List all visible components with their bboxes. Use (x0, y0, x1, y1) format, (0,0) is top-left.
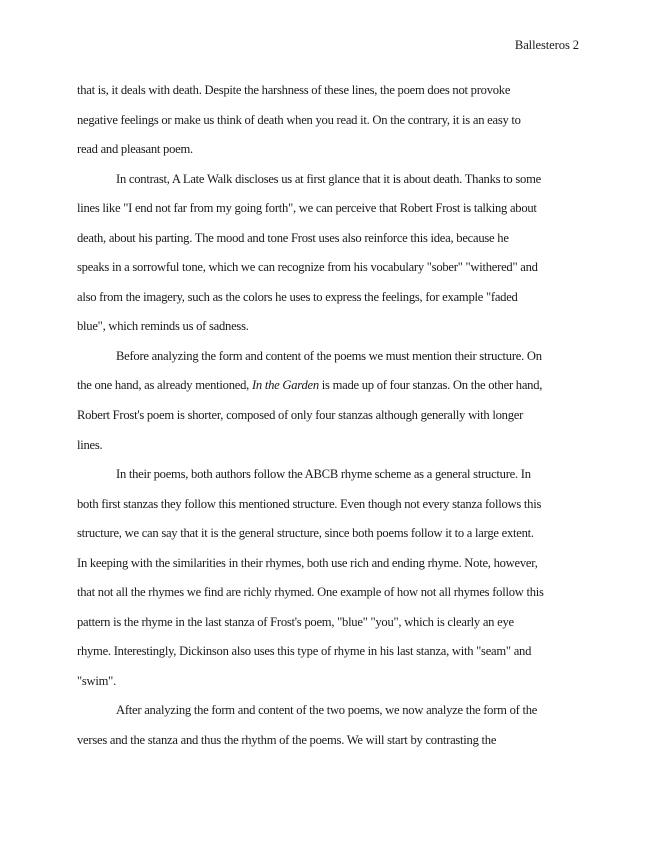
text-run: the one hand, as already mentioned, (77, 378, 252, 393)
paragraph (77, 76, 579, 165)
paragraph (77, 165, 579, 342)
paragraph (77, 696, 579, 755)
text-line: structure, we can say that it is the general structure, since both poems follow it to a large extent. (77, 526, 534, 541)
text-line: blue", which reminds us of sadness. (77, 319, 249, 334)
text-run: is made up of four stanzas. On the other hand, (318, 378, 543, 393)
text-line: In their poems, both authors follow the ABCB rhyme scheme as a general structure. In (116, 467, 531, 482)
paragraph (77, 342, 579, 460)
text-line: pattern is the rhyme in the last stanza of Frost's poem, "blue" "you", which is clearly an eye (77, 614, 514, 629)
text-line: negative feelings or make us think of death when you read it. On the contrary, it is an easy to (77, 112, 521, 127)
text-line: rhyme. Interestingly, Dickinson also uses this type of rhyme in his last stanza, with "seam" and (77, 644, 532, 659)
text-line (77, 371, 579, 401)
text-line: also from the imagery, such as the colors he uses to express the feelings, for example "faded (77, 289, 518, 304)
text-line: Robert Frost's poem is shorter, composed of only four stanzas although generally with longer (77, 408, 524, 423)
text-line: In contrast, A Late Walk discloses us at first glance that it is about death. Thanks to some (116, 171, 541, 186)
text-line: Before analyzing the form and content of the poems we must mention their structure. On (116, 348, 542, 363)
text-line: that not all the rhymes we find are richly rhymed. One example of how not all rhymes follow this (77, 585, 544, 600)
text-line: both first stanzas they follow this mentioned structure. Even though not every stanza follows this (77, 496, 542, 511)
text-line: In keeping with the similarities in their rhymes, both use rich and ending rhyme. Note, however, (77, 555, 538, 570)
text-line: that is, it deals with death. Despite the harshness of these lines, the poem does not provoke (77, 83, 511, 97)
text-line: lines like "I end not far from my going forth", we can perceive that Robert Frost is talking about (77, 201, 537, 216)
text-line: "swim". (77, 673, 116, 688)
paragraph (77, 460, 579, 696)
text-line: lines. (77, 437, 103, 452)
text-line: death, about his parting. The mood and tone Frost uses also reinforce this idea, because he (77, 230, 509, 245)
text-line: verses and the stanza and thus the rhythm of the poems. We will start by contrasting the (77, 733, 497, 748)
text-line: speaks in a sorrowful tone, which we can recognize from his vocabulary "sober" "withered" and (77, 260, 538, 275)
running-head: Ballesteros 2 (514, 38, 579, 52)
poem-title-italic: In the Garden (251, 378, 319, 393)
text-line: After analyzing the form and content of the two poems, we now analyze the form of the (116, 703, 538, 718)
document-body (77, 76, 579, 756)
text-line: read and pleasant poem. (77, 142, 193, 157)
